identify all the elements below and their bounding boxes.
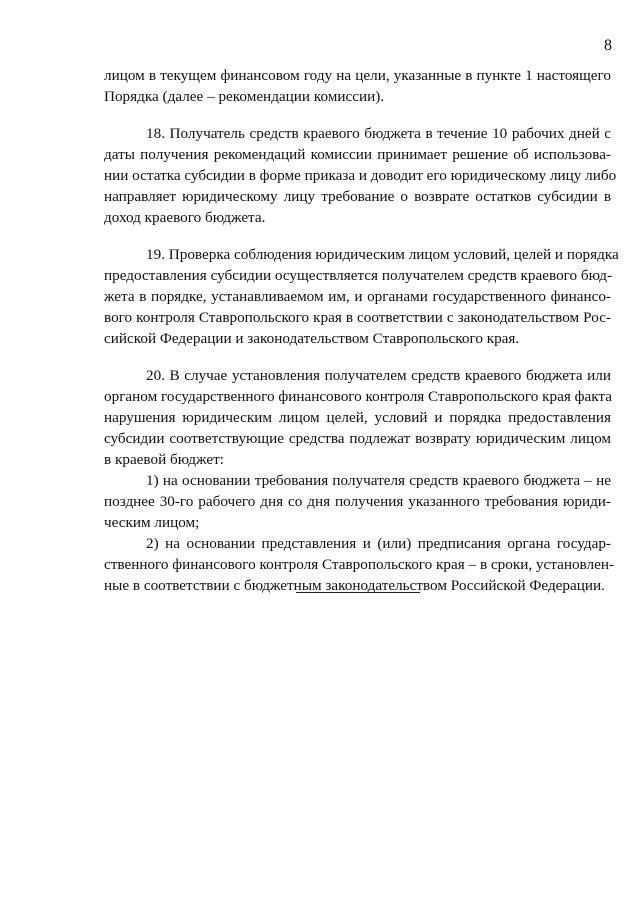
- text-line: нии остатка субсидии в форме приказа и доводит его юридическому лицу либо: [104, 167, 617, 184]
- text-line: нарушения юридическим лицом целей, условий и порядка предоставления: [104, 409, 611, 426]
- text-line: предоставления субсидии осуществляется получателем средств краевого бюд-: [104, 267, 613, 284]
- text-line: сийской Федерации и законодательством Ставропольского края.: [104, 330, 520, 347]
- text-line: лицом в текущем финансовом году на цели, указанные в пункте 1 настоящего: [104, 67, 611, 84]
- text-line: жета в порядке, устанавливаемом им, и органами государственного финансо-: [104, 288, 611, 305]
- text-line: доход краевого бюджета.: [104, 209, 266, 226]
- page-number: 8: [604, 37, 612, 54]
- text-line: ческим лицом;: [104, 514, 200, 531]
- sub-item-2-first-line: 2) на основании представления и (или) предписания органа государ-: [146, 535, 611, 552]
- text-line: ственного финансового контроля Ставропольского края – в сроки, установлен-: [104, 556, 615, 573]
- sub-item-1-first-line: 1) на основании требования получателя средств краевого бюджета – не: [146, 472, 611, 489]
- text-line: вого контроля Ставропольского края в соответствии с законодательством Рос-: [104, 309, 611, 326]
- closing-separator-line: [296, 592, 420, 593]
- text-line: Порядка (далее – рекомендации комиссии).: [104, 88, 385, 105]
- text-line: даты получения рекомендаций комиссии принимает решение об использова-: [104, 146, 611, 163]
- text-line: в краевой бюджет:: [104, 451, 224, 468]
- text-line: органом государственного финансового контроля Ставропольского края факта: [104, 388, 612, 405]
- paragraph-19-first-line: 19. Проверка соблюдения юридическим лицом условий, целей и порядка: [146, 246, 619, 263]
- text-line: субсидии соответствующие средства подлежат возврату юридическим лицом: [104, 430, 611, 447]
- text-line: направляет юридическому лицу требование о возврате остатков субсидии в: [104, 188, 611, 205]
- text-line: ные в соответствии с бюджетным законодательством Российской Федерации.: [104, 577, 605, 594]
- text-line: позднее 30-го рабочего дня со дня получения указанного требования юриди-: [104, 493, 611, 510]
- paragraph-18-first-line: 18. Получатель средств краевого бюджета в течение 10 рабочих дней с: [146, 125, 611, 142]
- paragraph-20-first-line: 20. В случае установления получателем средств краевого бюджета или: [146, 367, 611, 384]
